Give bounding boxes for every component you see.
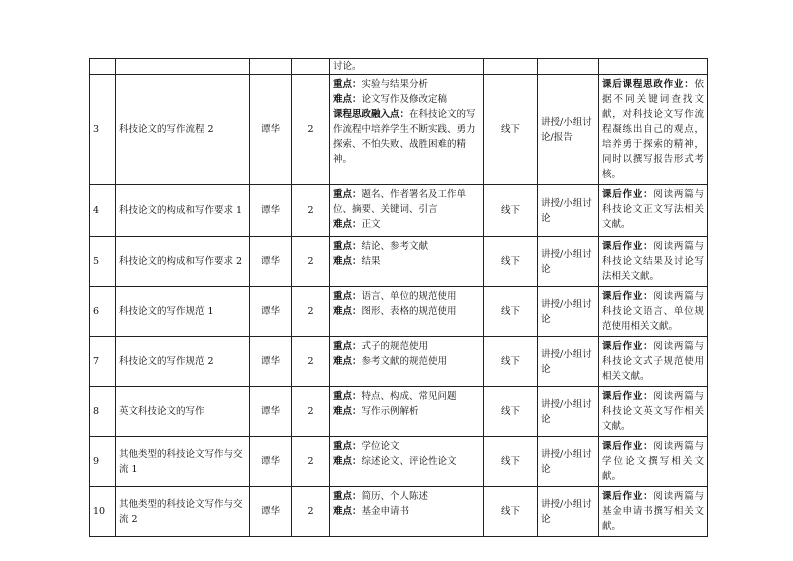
cell-content — [330, 185, 484, 237]
cell-homework — [599, 437, 708, 487]
cell-mode — [484, 437, 538, 487]
homework-text: 阅读两篇与科技论文语言、单位规范使用相关文献。 — [602, 291, 704, 332]
cell-hours — [292, 75, 330, 185]
cell-method — [538, 59, 599, 75]
teaching-mode: 线下 — [500, 205, 520, 216]
lesson-hours: 2 — [307, 356, 314, 367]
cell-mode — [484, 387, 538, 437]
key-label: 重点： — [333, 241, 362, 252]
cell-hours — [292, 437, 330, 487]
cell-title — [116, 59, 250, 75]
difficulty-text: 结果 — [361, 256, 381, 267]
cell-title — [116, 437, 250, 487]
cell-title — [116, 487, 250, 537]
cell-hours — [292, 387, 330, 437]
cell-homework — [599, 237, 708, 287]
difficulty-text: 综述论文、评论性论文 — [361, 456, 457, 467]
content-continued: 讨论。 — [333, 61, 362, 72]
ideo-label: 课程思政融入点： — [333, 109, 410, 120]
table-row — [90, 75, 708, 185]
teacher-name: 谭华 — [260, 406, 280, 417]
difficulty-text: 基金申请书 — [361, 506, 410, 517]
cell-content — [330, 237, 484, 287]
homework-label: 课后作业： — [602, 441, 654, 452]
key-label: 重点： — [333, 391, 362, 402]
difficulty-label: 难点： — [333, 256, 362, 267]
cell-no — [90, 387, 116, 437]
lesson-title: 科技论文的写作流程 2 — [119, 124, 214, 135]
key-label: 重点： — [333, 341, 362, 352]
homework-text: 阅读两篇与科技论文英文写作相关文献。 — [602, 391, 704, 432]
lesson-title: 科技论文的构成和写作要求 1 — [119, 205, 243, 216]
cell-mode — [484, 75, 538, 185]
lesson-number: 8 — [93, 406, 100, 417]
cell-hours — [292, 487, 330, 537]
teacher-name: 谭华 — [260, 256, 280, 267]
cell-content — [330, 337, 484, 387]
cell-teacher — [250, 437, 292, 487]
difficulty-label: 难点： — [333, 456, 362, 467]
lesson-hours: 2 — [307, 256, 314, 267]
lesson-title: 科技论文的写作规范 2 — [119, 356, 214, 367]
lesson-hours: 2 — [307, 306, 314, 317]
key-text: 实验与结果分析 — [361, 79, 429, 90]
lesson-number: 3 — [93, 124, 100, 135]
cell-method — [538, 75, 599, 185]
cell-content — [330, 287, 484, 337]
cell-teacher — [250, 287, 292, 337]
teaching-method: 讲授/小组讨论 — [541, 348, 592, 375]
ideo-text: 在科技论文的写作流程中培养学生不断实践、勇力探索、不怕失败、战胜困难的精神。 — [333, 109, 476, 165]
cell-method — [538, 337, 599, 387]
cell-mode — [484, 237, 538, 287]
homework-text: 阅读两篇与学位论文撰写相关文献。 — [602, 441, 704, 482]
cell-title — [116, 387, 250, 437]
cell-hours — [292, 237, 330, 287]
key-label: 重点： — [333, 491, 362, 502]
teaching-method: 讲授/小组讨论/报告 — [541, 116, 592, 143]
cell-title — [116, 75, 250, 185]
lesson-number: 9 — [93, 456, 100, 467]
teaching-method: 讲授/小组讨论 — [541, 298, 592, 325]
teacher-name: 谭华 — [260, 506, 280, 517]
cell-homework — [599, 387, 708, 437]
cell-homework — [599, 75, 708, 185]
cell-no — [90, 287, 116, 337]
lesson-title: 科技论文的构成和写作要求 2 — [119, 256, 243, 267]
cell-hours — [292, 337, 330, 387]
homework-text: 依据不同关键词查找文献，对科技论文写作流程凝练出自己的观点，培养勇于探索的精神，同时以撰写报告形式考核。 — [602, 79, 704, 180]
key-text: 特点、构成、常见问题 — [361, 391, 457, 402]
homework-label: 课后作业： — [602, 241, 654, 252]
cell-no — [90, 185, 116, 237]
cell-method — [538, 237, 599, 287]
table-row — [90, 337, 708, 387]
homework-label: 课后课程思政作业： — [602, 79, 695, 90]
key-text: 简历、个人陈述 — [361, 491, 429, 502]
key-label: 重点： — [333, 189, 362, 200]
lesson-title: 英文科技论文的写作 — [119, 406, 205, 417]
homework-text: 阅读两篇与科技论文式子规范使用相关文献。 — [602, 341, 704, 382]
lesson-title: 其他类型的科技论文写作与交流 1 — [119, 448, 243, 475]
lesson-number: 5 — [93, 256, 100, 267]
key-text: 式子的规范使用 — [361, 341, 429, 352]
cell-teacher — [250, 75, 292, 185]
cell-content — [330, 59, 484, 75]
homework-text: 阅读两篇与科技论文结果及讨论写法相关文献。 — [602, 241, 704, 282]
cell-title — [116, 337, 250, 387]
lesson-hours: 2 — [307, 205, 314, 216]
cell-title — [116, 237, 250, 287]
teaching-method: 讲授/小组讨论 — [541, 498, 592, 525]
lesson-title: 其他类型的科技论文写作与交流 2 — [119, 498, 243, 525]
cell-method — [538, 387, 599, 437]
cell-content — [330, 487, 484, 537]
lesson-hours: 2 — [307, 456, 314, 467]
cell-homework — [599, 487, 708, 537]
teaching-mode: 线下 — [500, 456, 520, 467]
teaching-mode: 线下 — [500, 124, 520, 135]
homework-text: 阅读两篇与科技论文正文写法相关文献。 — [602, 189, 704, 230]
difficulty-label: 难点： — [333, 94, 362, 105]
homework-text: 阅读两篇与基金申请书撰写相关文献。 — [602, 491, 704, 532]
lesson-hours: 2 — [307, 124, 314, 135]
lesson-number: 4 — [93, 205, 100, 216]
teacher-name: 谭华 — [260, 205, 280, 216]
key-label: 重点： — [333, 441, 362, 452]
table-row — [90, 437, 708, 487]
teaching-method: 讲授/小组讨论 — [541, 448, 592, 475]
cell-method — [538, 185, 599, 237]
cell-homework — [599, 59, 708, 75]
cell-teacher — [250, 59, 292, 75]
lesson-number: 10 — [93, 506, 106, 517]
table-row — [90, 185, 708, 237]
cell-hours — [292, 287, 330, 337]
teaching-method: 讲授/小组讨论 — [541, 197, 592, 224]
teacher-name: 谭华 — [260, 124, 280, 135]
cell-content — [330, 437, 484, 487]
teaching-mode: 线下 — [500, 356, 520, 367]
key-label: 重点： — [333, 291, 362, 302]
key-text: 题名、作者署名及工作单位、摘要、关键词、引言 — [333, 189, 467, 215]
difficulty-text: 论文写作及修改定稿 — [361, 94, 448, 105]
teaching-mode: 线下 — [500, 406, 520, 417]
cell-teacher — [250, 387, 292, 437]
homework-label: 课后作业： — [602, 291, 654, 302]
course-schedule-table — [89, 58, 708, 537]
cell-content — [330, 387, 484, 437]
cell-content — [330, 75, 484, 185]
teaching-mode: 线下 — [500, 256, 520, 267]
cell-homework — [599, 287, 708, 337]
table-row-continued — [90, 59, 708, 75]
table-row — [90, 237, 708, 287]
difficulty-label: 难点： — [333, 306, 362, 317]
cell-mode — [484, 487, 538, 537]
cell-no — [90, 337, 116, 387]
difficulty-label: 难点： — [333, 406, 362, 417]
cell-no — [90, 487, 116, 537]
cell-teacher — [250, 237, 292, 287]
homework-label: 课后作业： — [602, 391, 654, 402]
difficulty-label: 难点： — [333, 219, 362, 230]
cell-mode — [484, 287, 538, 337]
table-row — [90, 387, 708, 437]
key-text: 学位论文 — [361, 441, 400, 452]
teaching-mode: 线下 — [500, 306, 520, 317]
difficulty-text: 参考文献的规范使用 — [361, 356, 448, 367]
lesson-hours: 2 — [307, 506, 314, 517]
cell-teacher — [250, 185, 292, 237]
cell-mode — [484, 185, 538, 237]
table-row — [90, 487, 708, 537]
cell-teacher — [250, 487, 292, 537]
teacher-name: 谭华 — [260, 456, 280, 467]
lesson-number: 6 — [93, 306, 100, 317]
cell-homework — [599, 337, 708, 387]
cell-teacher — [250, 337, 292, 387]
cell-title — [116, 185, 250, 237]
table-row — [90, 287, 708, 337]
teacher-name: 谭华 — [260, 306, 280, 317]
teaching-method: 讲授/小组讨论 — [541, 398, 592, 425]
difficulty-text: 正文 — [361, 219, 381, 230]
homework-label: 课后作业： — [602, 491, 654, 502]
cell-hours — [292, 59, 330, 75]
lesson-hours: 2 — [307, 406, 314, 417]
key-text: 语言、单位的规范使用 — [361, 291, 457, 302]
difficulty-text: 图形、表格的规范使用 — [361, 306, 457, 317]
cell-method — [538, 437, 599, 487]
homework-label: 课后作业： — [602, 341, 654, 352]
cell-hours — [292, 185, 330, 237]
teaching-mode: 线下 — [500, 506, 520, 517]
cell-no — [90, 75, 116, 185]
difficulty-label: 难点： — [333, 356, 362, 367]
difficulty-label: 难点： — [333, 506, 362, 517]
cell-mode — [484, 59, 538, 75]
cell-homework — [599, 185, 708, 237]
cell-no — [90, 59, 116, 75]
lesson-number: 7 — [93, 356, 100, 367]
cell-no — [90, 437, 116, 487]
homework-label: 课后作业： — [602, 189, 654, 200]
cell-method — [538, 487, 599, 537]
teaching-method: 讲授/小组讨论 — [541, 248, 592, 275]
cell-method — [538, 287, 599, 337]
cell-title — [116, 287, 250, 337]
key-text: 结论、参考文献 — [361, 241, 429, 252]
cell-no — [90, 237, 116, 287]
cell-mode — [484, 337, 538, 387]
teacher-name: 谭华 — [260, 356, 280, 367]
difficulty-text: 写作示例解析 — [361, 406, 419, 417]
key-label: 重点： — [333, 79, 362, 90]
lesson-title: 科技论文的写作规范 1 — [119, 306, 214, 317]
